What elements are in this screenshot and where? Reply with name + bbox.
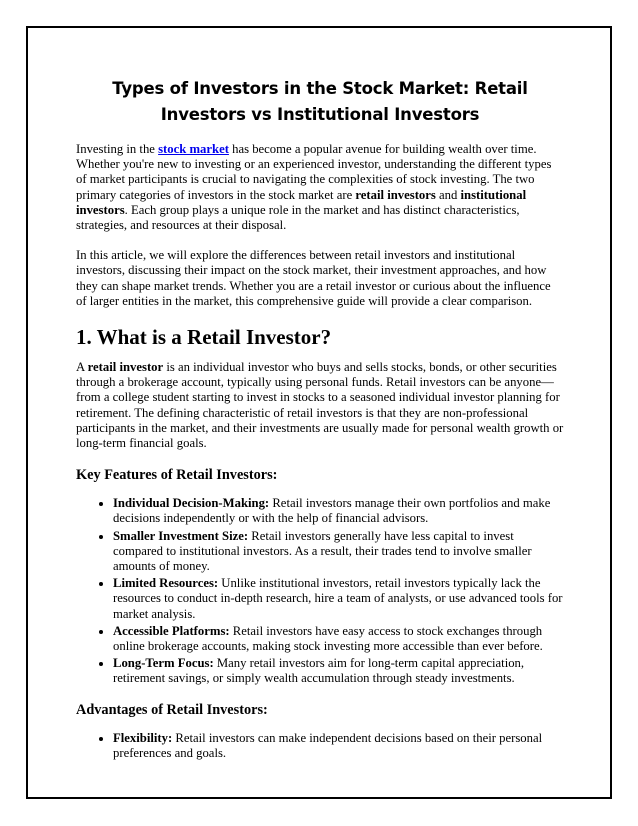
advantage-label: Flexibility: xyxy=(113,730,173,745)
advantages-list xyxy=(76,731,564,761)
feature-text: Unlike institutional investors, retail investors typically lack the resources to conduct in-depth research, hire a team of analysts, or use advanced tools for market analysis. xyxy=(113,576,563,621)
feature-label: Long-Term Focus: xyxy=(113,656,214,671)
list-item xyxy=(113,576,564,622)
intro-paragraph-1 xyxy=(76,142,564,233)
feature-text: Retail investors manage their own portfolios and make decisions independently or with the help of financial advisors. xyxy=(113,496,551,526)
intro-text-c: . Each group plays a unique role in the market and has distinct characteristics, strategies, and resources at their disposal. xyxy=(76,202,520,233)
document-title: Types of Investors in the Stock Market: Retail Investors vs Institutional Investors xyxy=(112,79,528,124)
feature-label: Limited Resources: xyxy=(113,576,219,591)
advantages-heading: Advantages of Retail Investors: xyxy=(76,701,268,718)
def-text-a: A xyxy=(76,360,88,375)
feature-text: Retail investors generally have less capital to invest compared to institutional investors. As a result, their trades tend to involve smaller amounts of money. xyxy=(113,528,532,574)
retail-definition-paragraph xyxy=(76,360,564,451)
stock-market-link[interactable]: stock market xyxy=(158,142,229,156)
list-item xyxy=(113,731,564,761)
advantage-text: Retail investors can make independent decisions based on their personal preferences and goals. xyxy=(113,730,543,760)
section-heading-retail: 1. What is a Retail Investor? xyxy=(76,325,332,350)
feature-label: Accessible Platforms: xyxy=(113,623,230,638)
intro-text-and: and xyxy=(435,187,461,202)
bold-retail-investor: retail investor xyxy=(87,360,164,375)
intro-paragraph-2: In this article, we will explore the differences between retail investors and institutional investors, discussing their impact on the stock market, their investment approaches, and how they can shape market trends. Whether you are a retail investor or curious about the influence of larger entities in the market, this comprehensive guide will provide a clear comparison. xyxy=(76,248,551,308)
document-body xyxy=(76,76,564,775)
feature-label: Individual Decision-Making: xyxy=(113,496,270,511)
key-features-list xyxy=(76,496,564,686)
list-item xyxy=(113,529,564,575)
bold-institutional-investors: institutional investors xyxy=(76,187,527,217)
key-features-heading: Key Features of Retail Investors: xyxy=(76,467,278,484)
def-text-b: is an individual investor who buys and sells stocks, bonds, or other securities through a brokerage account, typically using personal funds. Retail investors can be anyone—from a college student starting to invest in stocks to a seasoned individual investor planning for retirement. The defining characteristic of retail investors is that they are non-professional participants in the market, and their investments are usually made for personal wealth growth or long-term financial goals. xyxy=(76,360,564,451)
list-item xyxy=(113,496,564,526)
intro-text-a: Investing in the xyxy=(76,142,159,156)
list-item xyxy=(113,624,564,654)
feature-label: Smaller Investment Size: xyxy=(113,528,249,543)
feature-text: Retail investors have easy access to stock exchanges through online brokerage accounts, making stock investing more accessible than ever before. xyxy=(113,623,543,654)
bold-retail-investors: retail investors xyxy=(355,187,436,202)
intro-text-b: has become a popular avenue for building wealth over time. Whether you're new to investing or an experienced investor, understanding the different types of market participants is crucial to navigating the complexities of stock investing. The two primary categories of investors in the stock market are xyxy=(76,142,552,202)
feature-text: Many retail investors aim for long-term capital appreciation, retirement savings, or simply wealth accumulation through steady investments. xyxy=(113,656,525,686)
list-item xyxy=(113,656,564,686)
